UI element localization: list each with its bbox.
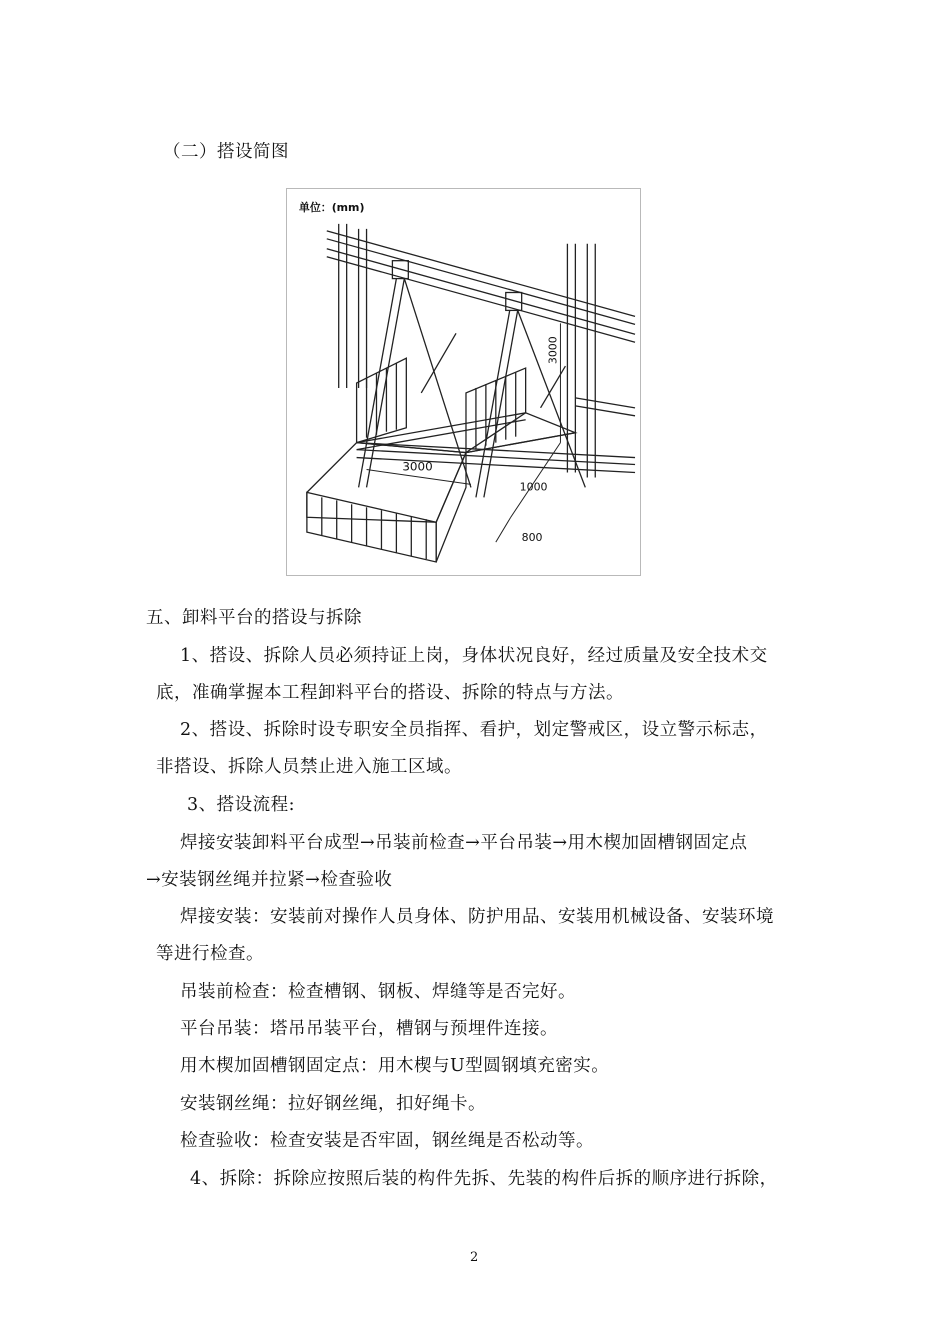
para4: 4、拆除：拆除应按照后装的构件先拆、先装的构件后拆的顺序进行拆除， xyxy=(190,1169,778,1189)
flow-line1: 焊接安装卸料平台成型→吊装前检查→平台吊装→用木楔加固槽钢固定点 xyxy=(180,833,748,853)
page-number: 2 xyxy=(470,1250,479,1265)
dimension-edge-label: 800 xyxy=(521,531,543,545)
para3-title: 3、搭设流程: xyxy=(187,795,296,815)
welding-line2: 等进行检查。 xyxy=(156,944,264,964)
rope: 安装钢丝绳：拉好钢丝绳，扣好绳卡。 xyxy=(180,1094,486,1114)
chapter-title: 五、卸料平台的搭设与拆除 xyxy=(146,608,362,628)
dimension-height-label: 3000 xyxy=(546,336,560,365)
para1-line2: 底，准确掌握本工程卸料平台的搭设、拆除的特点与方法。 xyxy=(156,683,624,703)
unit-label: 单位：(mm) xyxy=(298,200,365,214)
pre-check: 吊装前检查：检查槽钢、钢板、焊缝等是否完好。 xyxy=(180,982,576,1002)
lifting: 平台吊装：塔吊吊装平台，槽钢与预埋件连接。 xyxy=(180,1019,558,1039)
wedge: 用木楔加固槽钢固定点：用木楔与U型圆钢填充密实。 xyxy=(180,1056,610,1076)
platform-drawing xyxy=(287,189,640,575)
flow-line2: →安装钢丝绳并拉紧→检查验收 xyxy=(146,870,393,890)
platform-diagram xyxy=(286,188,641,576)
acceptance: 检查验收：检查安装是否牢固，钢丝绳是否松动等。 xyxy=(180,1131,594,1151)
para1-line1: 1、搭设、拆除人员必须持证上岗，身体状况良好，经过质量及安全技术交 xyxy=(180,646,768,666)
dimension-width-label: 3000 xyxy=(402,459,433,474)
section-heading: （二）搭设简图 xyxy=(163,142,289,162)
dimension-depth-label: 1000 xyxy=(519,480,548,494)
welding-line1: 焊接安装：安装前对操作人员身体、防护用品、安装用机械设备、安装环境 xyxy=(180,907,774,927)
para2-line1: 2、搭设、拆除时设专职安全员指挥、看护，划定警戒区，设立警示标志， xyxy=(180,720,768,740)
para2-line2: 非搭设、拆除人员禁止进入施工区域。 xyxy=(156,757,462,777)
